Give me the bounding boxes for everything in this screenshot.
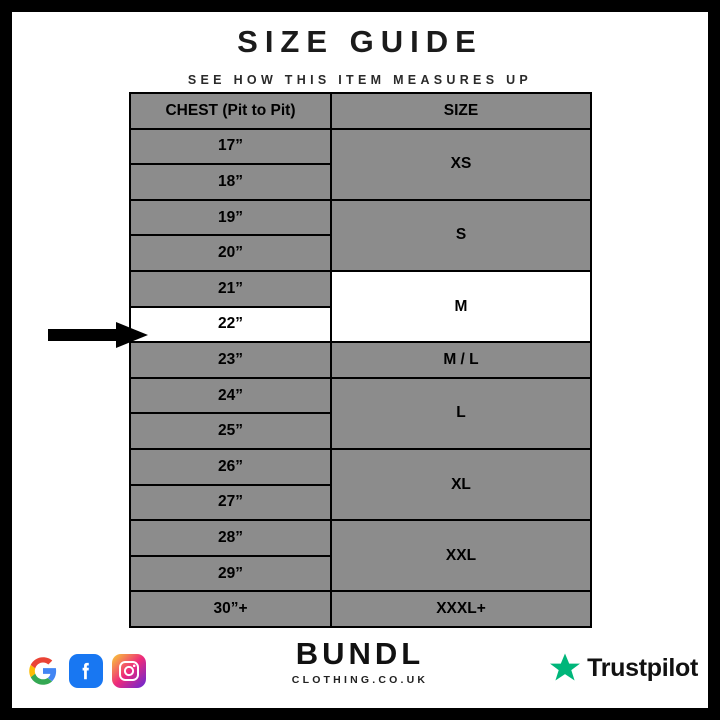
size-cell: XXXL+: [331, 591, 591, 627]
trustpilot-badge[interactable]: [549, 652, 698, 684]
table-row: [130, 449, 591, 485]
size-cell: XL: [331, 449, 591, 520]
arrow-icon: [48, 322, 148, 348]
chest-cell: 21”: [130, 271, 331, 307]
table-row: [130, 520, 591, 556]
chest-cell: 18”: [130, 164, 331, 200]
size-cell: L: [331, 378, 591, 449]
brand-website: CLOTHING.CO.UK: [291, 674, 429, 686]
brand-name: BUNDL: [295, 636, 425, 671]
size-table: [129, 92, 592, 628]
chest-cell: 30”+: [130, 591, 331, 627]
size-cell: M / L: [331, 342, 591, 378]
table-row: [130, 200, 591, 236]
table-row-highlighted: [130, 271, 591, 307]
chest-cell: 26”: [130, 449, 331, 485]
chest-cell: 17”: [130, 129, 331, 165]
chest-cell: 29”: [130, 556, 331, 592]
size-table-wrapper: [129, 92, 592, 628]
chest-cell: 25”: [130, 413, 331, 449]
table-row: [130, 342, 591, 378]
page-subtitle: SEE HOW THIS ITEM MEASURES UP: [187, 73, 533, 87]
page-title: SIZE GUIDE: [237, 24, 483, 59]
chest-cell-selected: 22”: [130, 307, 331, 343]
chest-cell: 27”: [130, 485, 331, 521]
trustpilot-label: Trustpilot: [587, 653, 698, 682]
chest-cell: 23”: [130, 342, 331, 378]
chest-cell: 20”: [130, 235, 331, 271]
table-header-row: [130, 93, 591, 129]
table-row: [130, 378, 591, 414]
footer: [12, 630, 708, 694]
table-row: [130, 591, 591, 627]
column-header-chest: CHEST (Pit to Pit): [130, 93, 331, 129]
size-cell-selected: M: [331, 271, 591, 342]
trustpilot-star-icon: [549, 652, 581, 684]
size-guide-card: [12, 12, 708, 708]
column-header-size: SIZE: [331, 93, 591, 129]
chest-cell: 24”: [130, 378, 331, 414]
chest-cell: 19”: [130, 200, 331, 236]
size-cell: S: [331, 200, 591, 271]
table-row: [130, 129, 591, 165]
size-cell: XS: [331, 129, 591, 200]
chest-cell: 28”: [130, 520, 331, 556]
size-cell: XXL: [331, 520, 591, 591]
